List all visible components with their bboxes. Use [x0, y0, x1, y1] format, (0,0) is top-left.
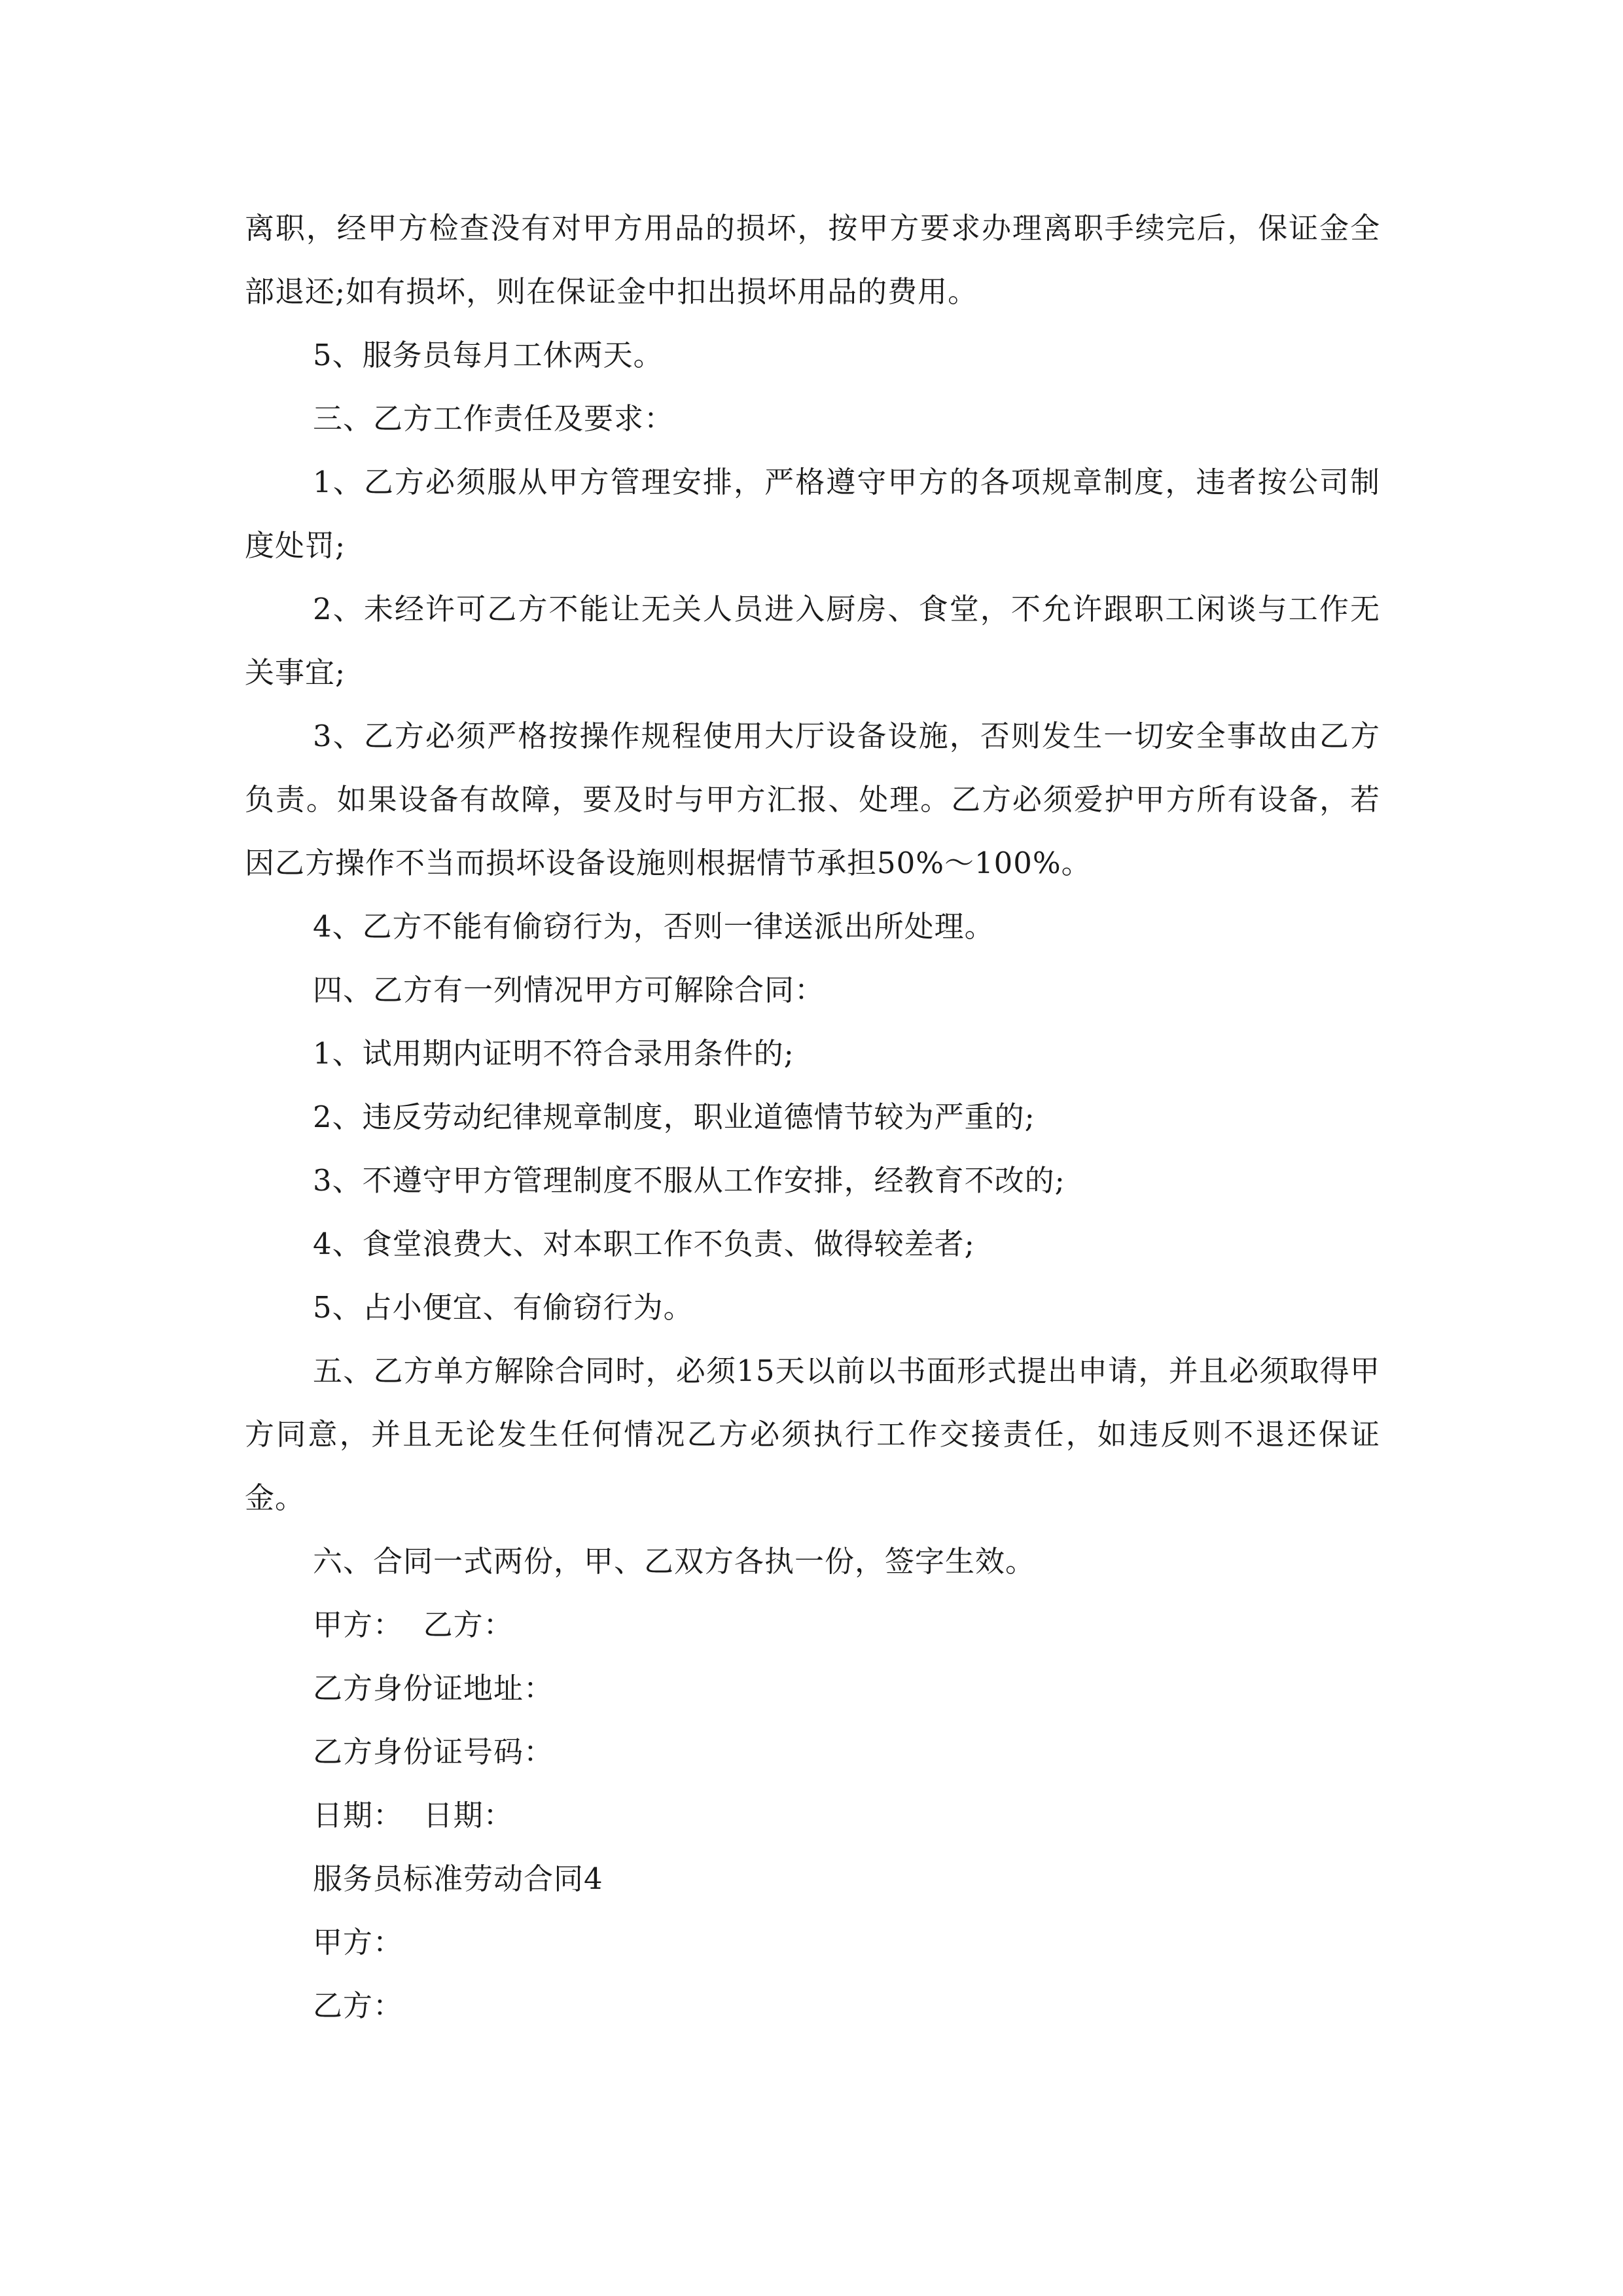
document-body	[245, 196, 1380, 2037]
paragraph-termination-4: 4、食堂浪费大、对本职工作不负责、做得较差者;	[313, 1227, 975, 1261]
paragraph-duty-4: 4、乙方不能有偷窃行为，否则一律送派出所处理。	[313, 909, 995, 944]
signature-dates: 日期： 日期：	[313, 1798, 514, 1833]
section-heading-party-b-duties: 三、乙方工作责任及要求：	[313, 401, 675, 436]
field-id-number: 乙方身份证号码：	[313, 1734, 554, 1769]
field-party-a: 甲方：	[313, 1925, 404, 1960]
paragraph-termination-3: 3、不遵守甲方管理制度不服从工作安排，经教育不改的;	[313, 1163, 1065, 1198]
field-party-b: 乙方：	[313, 1988, 404, 2023]
paragraph-duty-2: 2、未经许可乙方不能让无关人员进入厨房、食堂，不允许跟职工闲谈与工作无关事宜;	[245, 592, 1380, 690]
paragraph-termination-5: 5、占小便宜、有偷窃行为。	[313, 1290, 694, 1325]
section-five-resignation: 五、乙方单方解除合同时，必须15天以前以书面形式提出申请，并且必须取得甲方同意，并且无论发生任何情况乙方必须执行工作交接责任，如违反则不退还保证金。	[245, 1354, 1380, 1515]
field-id-address: 乙方身份证地址：	[313, 1671, 554, 1706]
paragraph-duty-1: 1、乙方必须服从甲方管理安排，严格遵守甲方的各项规章制度，违者按公司制度处罚;	[245, 465, 1380, 563]
contract-title-4: 服务员标准劳动合同4	[313, 1861, 603, 1896]
paragraph-rest-days: 5、服务员每月工休两天。	[313, 338, 664, 372]
signature-parties: 甲方： 乙方：	[313, 1607, 514, 1642]
section-heading-termination: 四、乙方有一列情况甲方可解除合同：	[313, 973, 825, 1007]
paragraph-duty-3: 3、乙方必须严格按操作规程使用大厅设备设施，否则发生一切安全事故由乙方负责。如果设备有故障，要及时与甲方汇报、处理。乙方必须爱护甲方所有设备，若因乙方操作不当而损坏设备设施则根据情节承担50%～100%。	[245, 719, 1380, 880]
section-six-copies: 六、合同一式两份，甲、乙双方各执一份，签字生效。	[313, 1544, 1036, 1579]
paragraph-termination-2: 2、违反劳动纪律规章制度，职业道德情节较为严重的;	[313, 1100, 1035, 1134]
paragraph-termination-1: 1、试用期内证明不符合录用条件的;	[313, 1036, 794, 1071]
paragraph-deposit-refund: 离职，经甲方检查没有对甲方用品的损坏，按甲方要求办理离职手续完后，保证金全部退还;如有损坏，则在保证金中扣出损坏用品的费用。	[245, 211, 1380, 309]
